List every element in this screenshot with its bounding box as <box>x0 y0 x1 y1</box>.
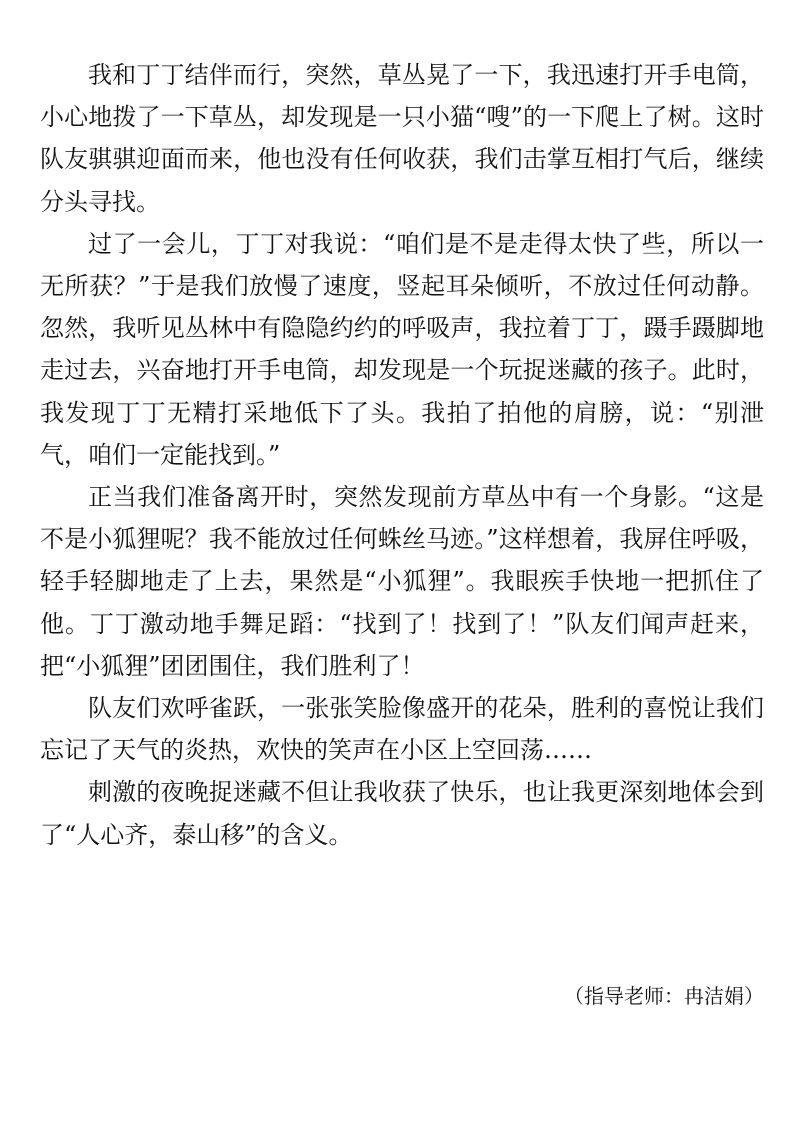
paragraph-4: 队友们欢呼雀跃，一张张笑脸像盛开的花朵，胜利的喜悦让我们忘记了天气的炎热，欢快的笑声在小区上空回荡…… <box>40 694 764 765</box>
paragraph-3: 正当我们准备离开时，突然发现前方草丛中有一个身影。“这是不是小狐狸呢？我不能放过任何蛛丝马迹。”这样想着，我屏住呼吸，轻手轻脚地走了上去，果然是“小狐狸”。我眼疾手快地一把抓住了他。丁丁激动地手舞足蹈：“找到了！找到了！”队友们闻声赶来，把“小狐狸”团团围住，我们胜利了！ <box>40 483 764 680</box>
teacher-credit: （指导老师：冉洁娟） <box>564 984 764 1008</box>
paragraph-2: 过了一会儿，丁丁对我说：“咱们是不是走得太快了些，所以一无所获？”于是我们放慢了速度，竖起耳朵倾听，不放过任何动静。忽然，我听见丛林中有隐隐约约的呼吸声，我拉着丁丁，蹑手蹑脚地走过去，兴奋地打开手电筒，却发现是一个玩捉迷藏的孩子。此时，我发现丁丁无精打采地低下了头。我拍了拍他的肩膀，说：“别泄气，咱们一定能找到。” <box>40 229 764 469</box>
paragraph-5: 刺激的夜晚捉迷藏不但让我收获了快乐，也让我更深刻地体会到了“人心齐，泰山移”的含义。 <box>40 778 764 849</box>
paragraph-1: 我和丁丁结伴而行，突然，草丛晃了一下，我迅速打开手电筒，小心地拨了一下草丛，却发现是一只小猫“嗖”的一下爬上了树。这时队友骐骐迎面而来，他也没有任何收获，我们击掌互相打气后，继续分头寻找。 <box>40 61 764 216</box>
article-body <box>40 54 764 856</box>
